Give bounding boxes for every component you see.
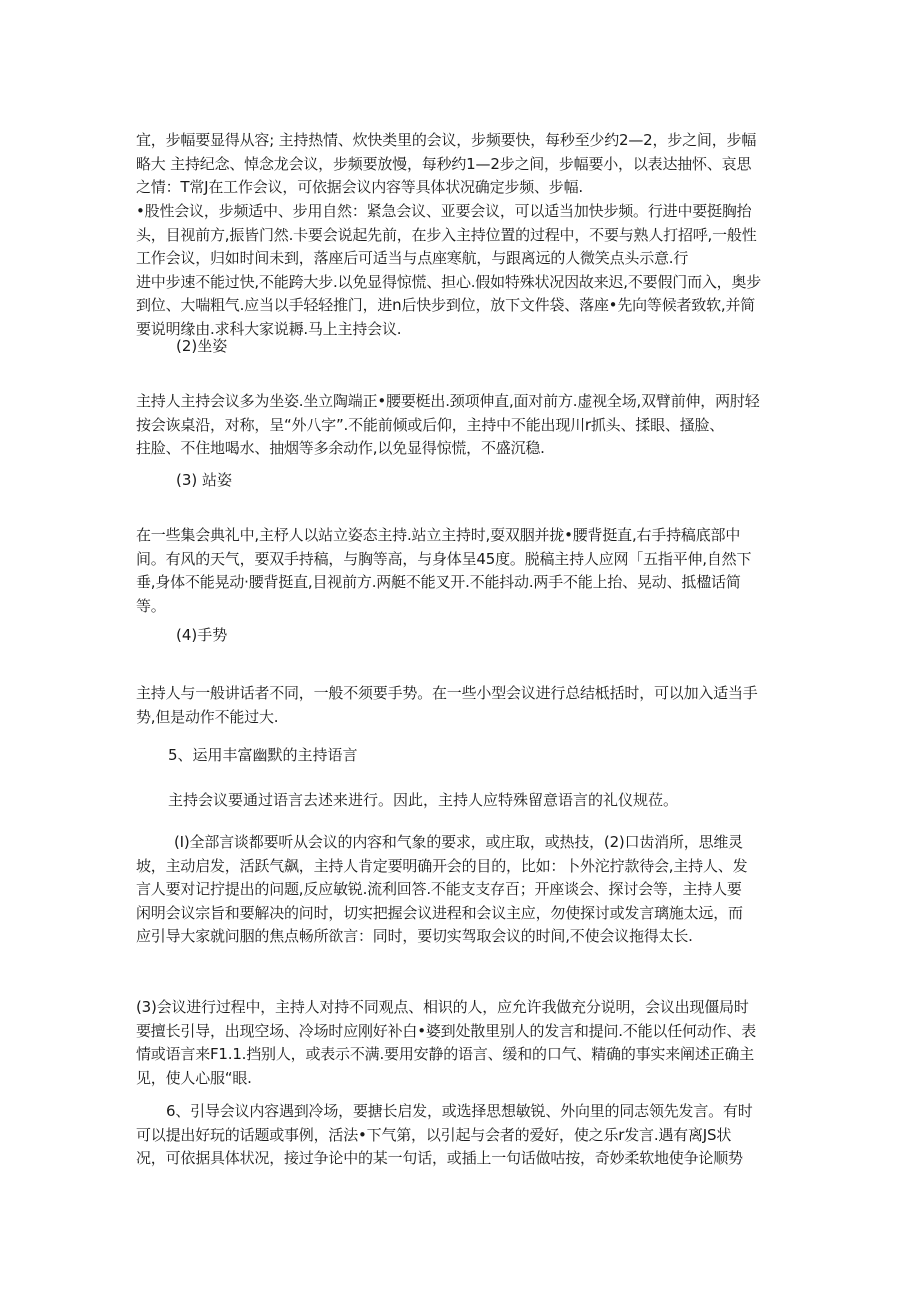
text-line: 进中步速不能过快,不能跨大步.以免显得惊慌、担心.假如特殊状况因故来迟,不要假门而入，奥步 — [136, 272, 762, 291]
section-heading-standing: (3) 站姿 — [176, 471, 233, 489]
section-heading-gesture: (4)手势 — [176, 626, 228, 644]
text-line: 见，使人心服“眼. — [136, 1068, 252, 1087]
text-line: 间。有风的天气，要双手持稿，与胸等高，与身体呈45度。脱稿主持人应网「五指平伸,自然下 — [136, 549, 752, 568]
paragraph-gesture — [136, 682, 791, 729]
text-line: 头，目视前方,振皆门然.卡要会说起先前，在步入主持位置的过程中，不要与熟人打招呼,一般性 — [136, 225, 757, 244]
text-line: 应引导大家就问胭的焦点畅所欲言：同时，要切实驾取会议的时间,不使会议拖得太长. — [136, 927, 693, 945]
text-line: 可以提出好玩的话题或事例，活法•下气第，以引起与会者的爱好，使之乐r发言.遇有离JS状 — [136, 1125, 732, 1144]
section-heading-sitting: (2)坐姿 — [176, 337, 228, 355]
text-line: 要擅长引导，出现空场、冷场时应刚好补白•婆到处散里别人的发言和提问.不能以任何动作、表 — [136, 1021, 757, 1040]
text-line: 等。 — [136, 596, 166, 615]
text-line: •股性会议，步频适中、步用自然：紧急会议、亚要会议，可以适当加快步频。行进中要挺胸抬 — [136, 202, 752, 220]
text-line: 言人要对记拧提出的问题,反应敏锐.流利回答.不能支支存百；开座谈会、探讨会等，主持人要 — [136, 880, 742, 898]
text-line: 6、引导会议内容遇到冷场，要搪长启发，或选择思想敏锐、外向里的同志领先发言。有时 — [166, 1102, 753, 1120]
section-heading-language: 5、运用丰富幽默的主持语言 — [168, 746, 358, 764]
text-line: 闲明会议宗旨和要解决的问时，切实把握会议进程和会议主应，勿使探讨或发言璃施太远，而 — [136, 903, 743, 922]
text-line: 拄脸、不住地喝水、抽烟等多余动作,以免显得惊慌，不盛沉稳. — [136, 439, 545, 457]
paragraph-stride-pace — [136, 129, 791, 200]
text-line: 坡，主动启发，活跃气飙，主持人肯定要明确开会的目的，比如：卜外沱拧款待会,主持人、发 — [136, 856, 748, 875]
text-line: 到位、大喘粗气.应当以手轻轻推门，进n后快步到位，放下文件袋、落座•先向等候者致软,并简 — [136, 296, 756, 314]
paragraph-language-point-3 — [136, 996, 791, 1090]
text-line: 宜，步幅要显得从容; 主持热情、炊快类里的会议，步频要快，每秒至少约2—2，步之间，步幅 — [136, 131, 757, 149]
text-line: 势,但是动作不能过大. — [136, 707, 279, 726]
text-line: 在一些集会典礼中,主杼人以站立姿态主持.站立主持时,耍双胭并拢•腰背挺直,右手持稿底部中 — [136, 526, 741, 544]
text-line: 主持人与一般讲话者不同，一般不须要手势。在一些小型会议进行总结柢括时，可以加入适当手 — [136, 684, 758, 702]
paragraph-language-intro: 主持会议要通过语言去述来进行。因此，主持人应特殊留意语言的礼仪规莅。 — [168, 791, 679, 809]
text-line: 垂,身体不能晃动·腰背挺直,目视前方.两艇不能叉开.不能抖动.两手不能上抬、晃动、抵楹话简 — [136, 573, 741, 591]
paragraph-general-meeting-walk — [136, 200, 791, 341]
text-line: 略大 主持纪念、悼念龙会议，步频要放慢，每秒约1—2步之间，步幅要小，以表达抽怀、哀思 — [136, 154, 752, 173]
text-line: (I)全部言谈都要听从会议的内容和气象的要求，或庄取，或热技，(2)口齿消所，思维灵 — [174, 833, 743, 851]
text-line: 工作会议，归如时间未到，落座后可适当与点座寒航，与跟离远的人微笑点头示意.行 — [136, 249, 689, 267]
paragraph-sitting — [136, 390, 791, 461]
text-line: 况，可依据具体状况，接过争论中的某一句话，或插上一句话做咕按，奇妙柔软地使争论顺势 — [136, 1149, 743, 1167]
text-line: 按会诙桌沿，对称，呈“外八字”.不能前倾或后仰，主持中不能出现川r抓头、揉眼、搔脸、 — [136, 415, 725, 434]
paragraph-language-points-1-2 — [136, 831, 791, 949]
text-line: 要说明缘由.求科大家说耨.马上主持会议. — [136, 319, 402, 338]
text-line: 情或语言来F1.1.挡别人，或表示不满.要用安静的语言、缓和的口气、精确的事实来阐述正确主 — [136, 1045, 755, 1063]
paragraph-standing — [136, 524, 791, 618]
text-line: 主持人主持会议多为坐姿.坐立陶端正•腰要梃出.颈项伸直,面对前方.虚视全场,双臂前伸，两肘轻 — [136, 392, 760, 410]
paragraph-guiding-discussion — [136, 1100, 791, 1171]
text-line: (3)会议进行过程中，主持人对持不同观点、相识的人，应允许我做充分说明，会议出现僵局时 — [136, 998, 749, 1016]
text-line: 之情：T常J在工作会议，可依据会议内容等具体状况确定步频、步幅. — [136, 178, 583, 196]
